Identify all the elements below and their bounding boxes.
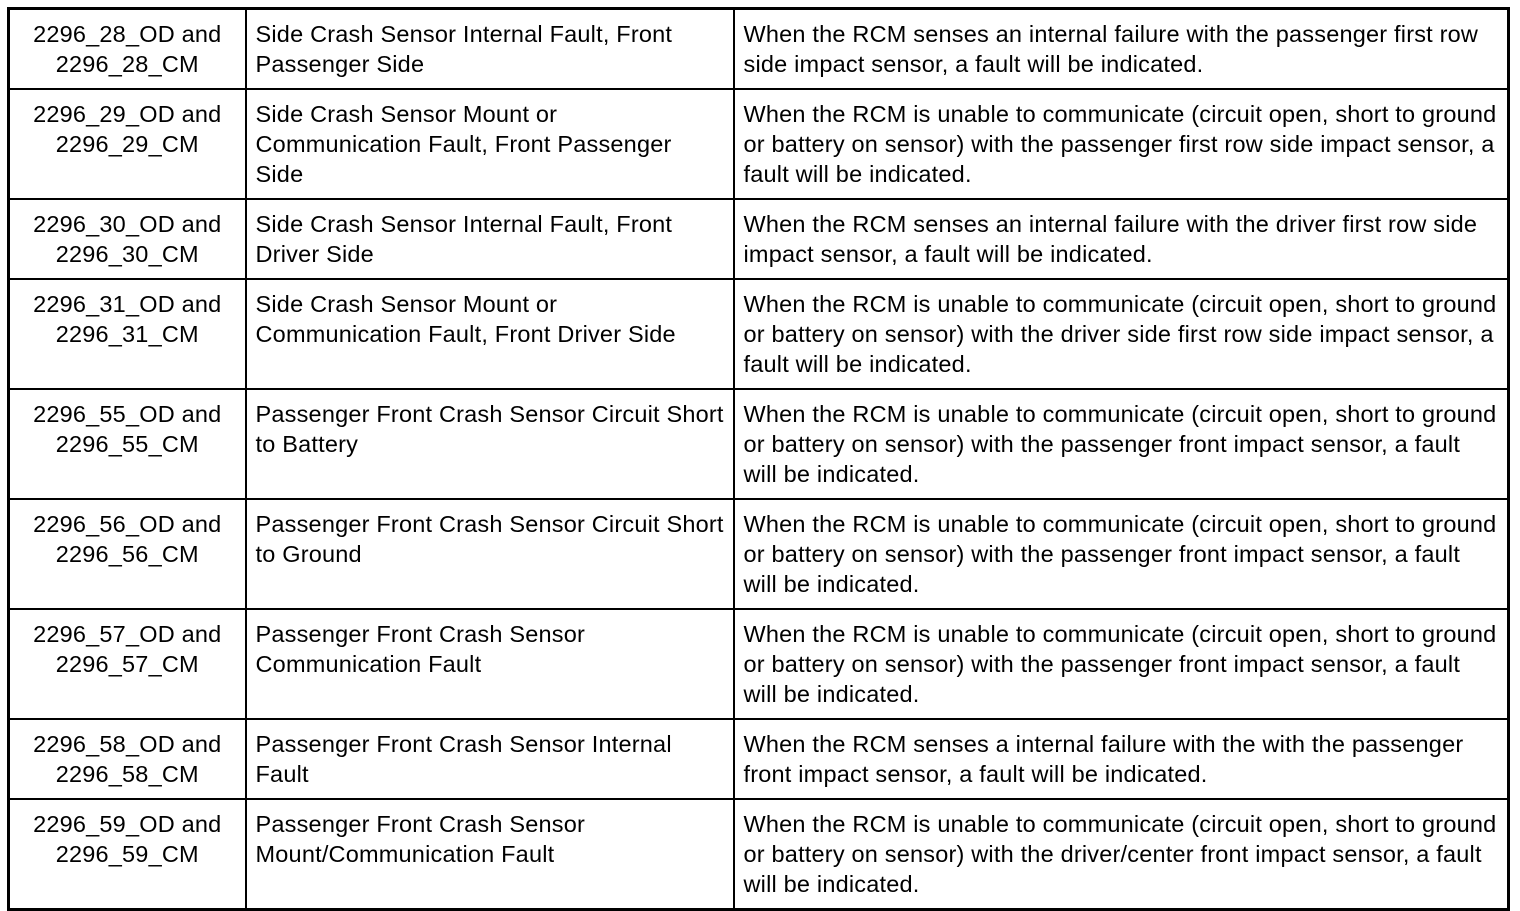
table-row	[9, 279, 1509, 389]
dtc-code-cell	[9, 89, 246, 199]
dtc-description-cell: When the RCM is unable to communicate (circuit open, short to ground or battery on sensor) with the passenger front impact sensor, a fault will be indicated.	[734, 609, 1509, 719]
dtc-name-cell: Side Crash Sensor Mount or Communication Fault, Front Driver Side	[246, 279, 734, 389]
dtc-code-cell	[9, 199, 246, 279]
dtc-table	[7, 7, 1510, 911]
dtc-code-line1: 2296_30_OD and	[33, 211, 222, 237]
dtc-description-cell: When the RCM is unable to communicate (circuit open, short to ground or battery on sensor) with the driver side first row side impact sensor, a fault will be indicated.	[734, 279, 1509, 389]
dtc-code-line2: 2296_57_CM	[55, 651, 199, 677]
table-row	[9, 499, 1509, 609]
dtc-name-cell: Passenger Front Crash Sensor Internal Fault	[246, 719, 734, 799]
dtc-code-line1: 2296_57_OD and	[33, 621, 222, 647]
dtc-description-cell: When the RCM senses a internal failure with the with the passenger front impact sensor, a fault will be indicated.	[734, 719, 1509, 799]
dtc-name-cell: Side Crash Sensor Mount or Communication Fault, Front Passenger Side	[246, 89, 734, 199]
dtc-code-cell	[9, 279, 246, 389]
dtc-description-cell: When the RCM senses an internal failure with the driver first row side impact sensor, a fault will be indicated.	[734, 199, 1509, 279]
dtc-name-cell: Side Crash Sensor Internal Fault, Front Driver Side	[246, 199, 734, 279]
dtc-code-line2: 2296_29_CM	[55, 131, 199, 157]
dtc-code-cell	[9, 609, 246, 719]
dtc-code-cell	[9, 389, 246, 499]
dtc-code-line2: 2296_55_CM	[55, 431, 199, 457]
table-row	[9, 799, 1509, 910]
table-row	[9, 199, 1509, 279]
dtc-code-cell	[9, 799, 246, 910]
dtc-code-line2: 2296_28_CM	[55, 51, 199, 77]
dtc-code-line2: 2296_59_CM	[55, 841, 199, 867]
dtc-code-line2: 2296_31_CM	[55, 321, 199, 347]
dtc-code-line1: 2296_58_OD and	[33, 731, 222, 757]
dtc-code-line1: 2296_29_OD and	[33, 101, 222, 127]
dtc-description-cell: When the RCM is unable to communicate (circuit open, short to ground or battery on sensor) with the passenger front impact sensor, a fault will be indicated.	[734, 499, 1509, 609]
dtc-code-line1: 2296_31_OD and	[33, 291, 222, 317]
dtc-code-cell	[9, 499, 246, 609]
table-row	[9, 389, 1509, 499]
dtc-code-line2: 2296_58_CM	[55, 761, 199, 787]
dtc-name-cell: Passenger Front Crash Sensor Communication Fault	[246, 609, 734, 719]
dtc-description-cell: When the RCM is unable to communicate (circuit open, short to ground or battery on sensor) with the passenger first row side impact sensor, a fault will be indicated.	[734, 89, 1509, 199]
dtc-name-cell: Side Crash Sensor Internal Fault, Front Passenger Side	[246, 9, 734, 90]
dtc-name-cell: Passenger Front Crash Sensor Mount/Communication Fault	[246, 799, 734, 910]
dtc-code-line1: 2296_59_OD and	[33, 811, 222, 837]
dtc-code-cell	[9, 9, 246, 90]
dtc-code-cell	[9, 719, 246, 799]
dtc-description-cell: When the RCM is unable to communicate (circuit open, short to ground or battery on sensor) with the driver/center front impact sensor, a fault will be indicated.	[734, 799, 1509, 910]
table-row	[9, 89, 1509, 199]
dtc-code-line2: 2296_56_CM	[55, 541, 199, 567]
table-row	[9, 9, 1509, 90]
table-row	[9, 719, 1509, 799]
dtc-code-line1: 2296_28_OD and	[33, 21, 222, 47]
dtc-name-cell: Passenger Front Crash Sensor Circuit Short to Ground	[246, 499, 734, 609]
dtc-name-cell: Passenger Front Crash Sensor Circuit Short to Battery	[246, 389, 734, 499]
dtc-description-cell: When the RCM senses an internal failure with the passenger first row side impact sensor, a fault will be indicated.	[734, 9, 1509, 90]
dtc-code-line1: 2296_56_OD and	[33, 511, 222, 537]
dtc-description-cell: When the RCM is unable to communicate (circuit open, short to ground or battery on sensor) with the passenger front impact sensor, a fault will be indicated.	[734, 389, 1509, 499]
table-row	[9, 609, 1509, 719]
dtc-code-line1: 2296_55_OD and	[33, 401, 222, 427]
dtc-code-line2: 2296_30_CM	[55, 241, 199, 267]
